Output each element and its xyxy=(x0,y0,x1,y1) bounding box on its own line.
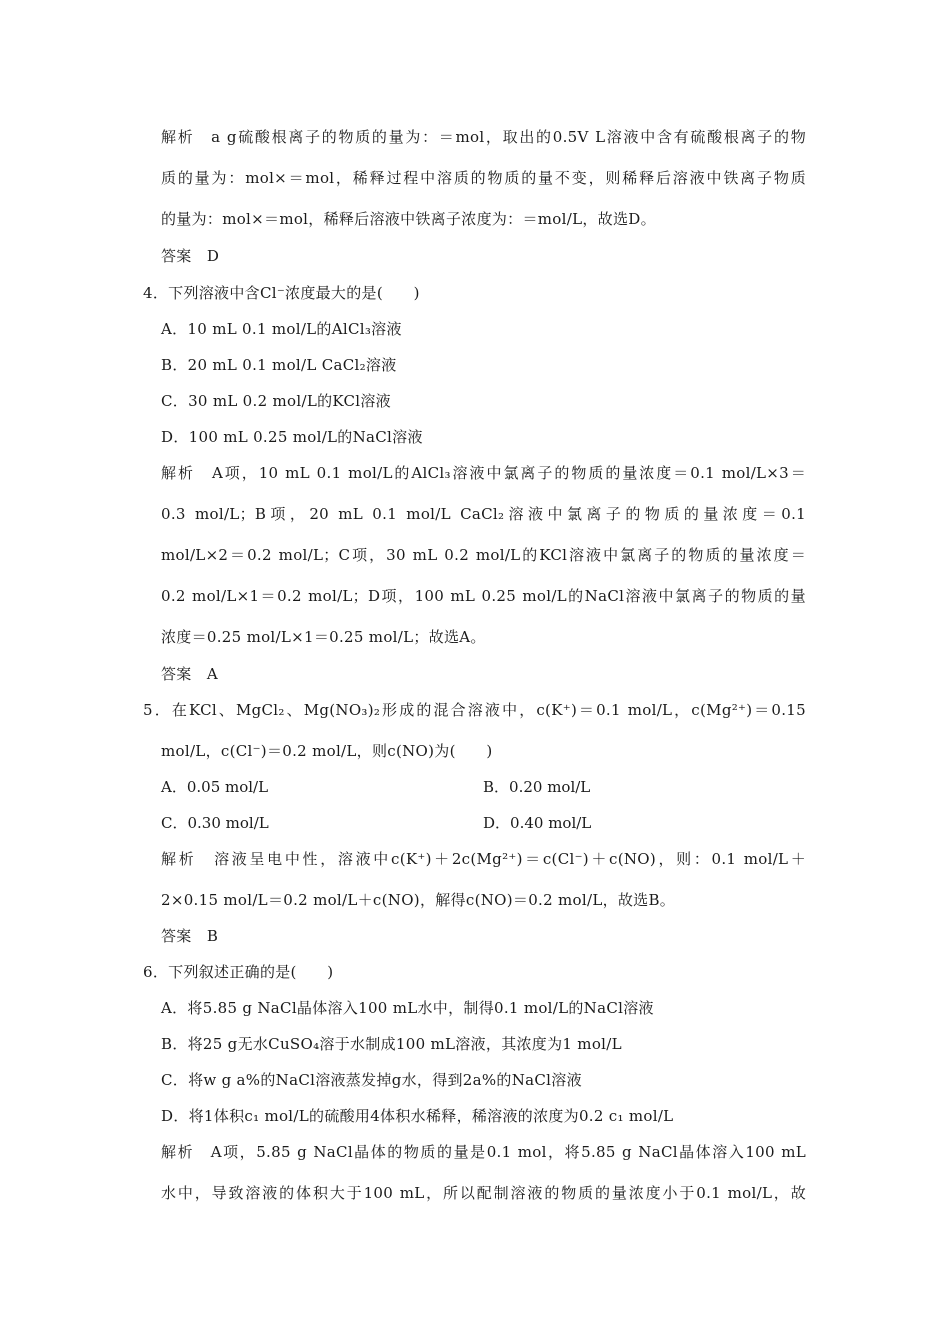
analysis-q5-line-1: 解析 溶液呈电中性，溶液中c(K⁺)＋2c(Mg²⁺)＝c(Cl⁻)＋c(NO)，则：0.1 mol/L＋ xyxy=(161,850,806,868)
analysis-q4-line-2: 0.3 mol/L；B项，20 mL 0.1 mol/L CaCl₂溶液中氯离子的物质的量浓度＝0.1 xyxy=(161,505,806,523)
q4-option-d: D．100 mL 0.25 mol/L的NaCl溶液 xyxy=(161,428,423,446)
q6-option-b: B．将25 g无水CuSO₄溶于水制成100 mL溶液，其浓度为1 mol/L xyxy=(161,1035,622,1053)
analysis-q5-line-2: 2×0.15 mol/L＝0.2 mol/L＋c(NO)，解得c(NO)＝0.2 mol/L，故选B。 xyxy=(161,891,676,909)
analysis-q6-line-1: 解析 A项，5.85 g NaCl晶体的物质的量是0.1 mol，将5.85 g NaCl晶体溶入100 mL xyxy=(161,1143,806,1161)
answer-q3: 答案 D xyxy=(161,247,220,265)
analysis-q4-line-5: 浓度＝0.25 mol/L×1＝0.25 mol/L；故选A。 xyxy=(161,628,486,646)
q4-option-a: A．10 mL 0.1 mol/L的AlCl₃溶液 xyxy=(161,320,402,338)
analysis-q3-line-2: 质的量为：mol×＝mol，稀释过程中溶质的物质的量不变，则稀释后溶液中铁离子物质 xyxy=(161,169,806,187)
question-6-stem: 6．下列叙述正确的是( ) xyxy=(143,963,334,981)
q5-option-b: B．0.20 mol/L xyxy=(483,778,591,796)
question-5-stem-line-1: 5．在KCl、MgCl₂、Mg(NO₃)₂形成的混合溶液中，c(K⁺)＝0.1 mol/L，c(Mg²⁺)＝0.15 xyxy=(143,701,806,719)
q6-option-c: C．将w g a%的NaCl溶液蒸发掉g水，得到2a%的NaCl溶液 xyxy=(161,1071,582,1089)
answer-q5: 答案 B xyxy=(161,927,219,945)
q6-option-d: D．将1体积c₁ mol/L的硫酸用4体积水稀释，稀溶液的浓度为0.2 c₁ mol/L xyxy=(161,1107,674,1125)
analysis-q4-line-4: 0.2 mol/L×1＝0.2 mol/L；D项，100 mL 0.25 mol/L的NaCl溶液中氯离子的物质的量 xyxy=(161,587,806,605)
analysis-q4-line-1: 解析 A项，10 mL 0.1 mol/L的AlCl₃溶液中氯离子的物质的量浓度＝0.1 mol/L×3＝ xyxy=(161,464,806,482)
q5-option-c: C．0.30 mol/L xyxy=(161,814,269,832)
analysis-q4-line-3: mol/L×2＝0.2 mol/L；C项，30 mL 0.2 mol/L的KCl溶液中氯离子的物质的量浓度＝ xyxy=(161,546,806,564)
analysis-q6-line-2: 水中，导致溶液的体积大于100 mL，所以配制溶液的物质的量浓度小于0.1 mol/L，故 xyxy=(161,1184,806,1202)
q5-option-a: A．0.05 mol/L xyxy=(161,778,269,796)
q5-option-d: D．0.40 mol/L xyxy=(483,814,592,832)
question-5-stem-line-2: mol/L，c(Cl⁻)＝0.2 mol/L，则c(NO)为( ) xyxy=(161,742,493,760)
q4-option-b: B．20 mL 0.1 mol/L CaCl₂溶液 xyxy=(161,356,397,374)
question-4-stem: 4．下列溶液中含Cl⁻浓度最大的是( ) xyxy=(143,284,420,302)
q6-option-a: A．将5.85 g NaCl晶体溶入100 mL水中，制得0.1 mol/L的NaCl溶液 xyxy=(161,999,654,1017)
answer-q4: 答案 A xyxy=(161,665,219,683)
analysis-q3-line-1: 解析 a g硫酸根离子的物质的量为：＝mol，取出的0.5V L溶液中含有硫酸根离子的物 xyxy=(161,128,806,146)
q4-option-c: C．30 mL 0.2 mol/L的KCl溶液 xyxy=(161,392,391,410)
analysis-q3-line-3: 的量为：mol×＝mol，稀释后溶液中铁离子浓度为：＝mol/L，故选D。 xyxy=(161,210,656,228)
